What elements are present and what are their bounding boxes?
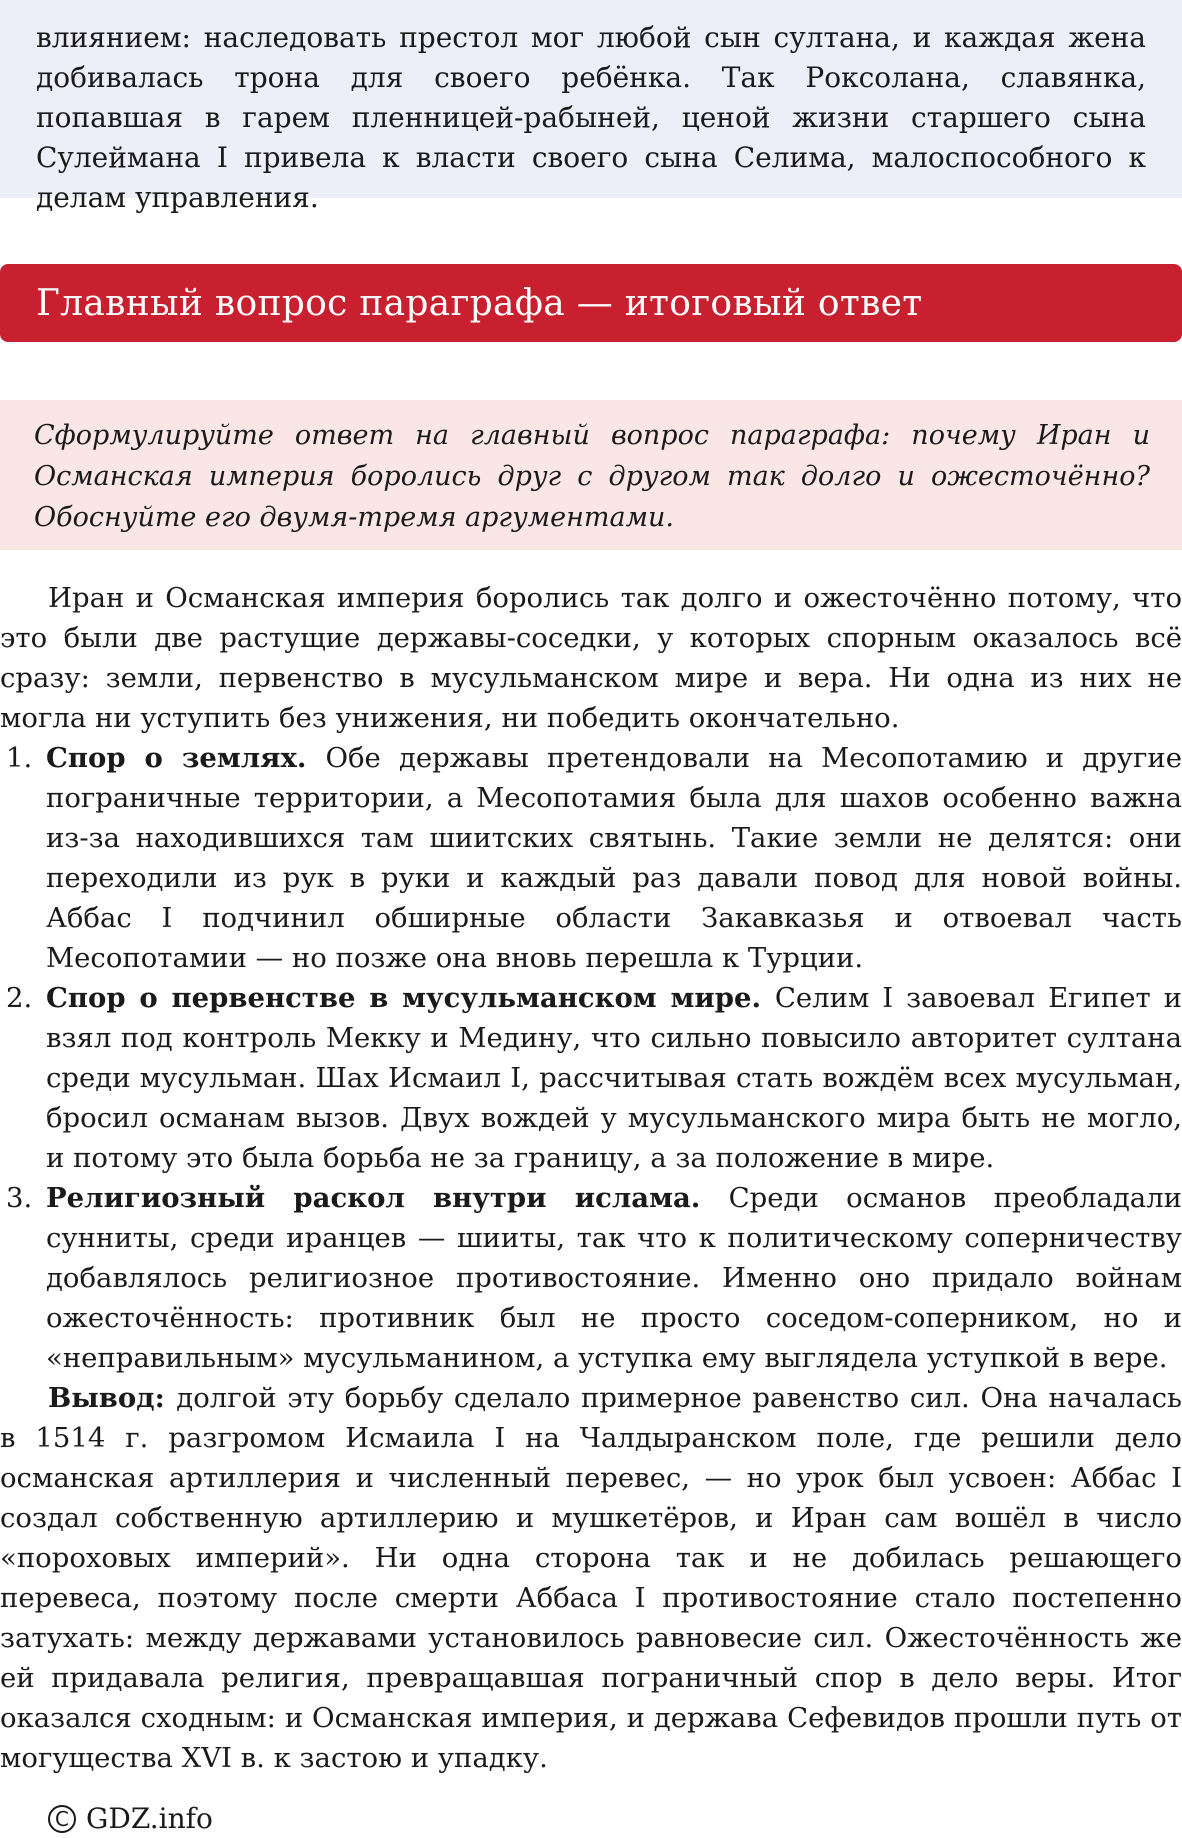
argument-text: Селим I завоевал Египет и взял под контроль Мекку и Медину, что сильно повысило авторитет султана среди мусульман. Шах Исмаил I, рассчитывая стать вождём всех мусульман, бросил османам вызов. Двух вождей у мусульманского мира быть не могло, и потому это была борьба не за границу, а за положение в мире. [46,982,1182,1174]
argument-text: Среди османов преобладали сунниты, среди иранцев — шииты, так что к политическому соперничеству добавлялось религиозное противостояние. Именно оно придало войнам ожесточённость: противник был не просто соседом-соперником, но и «неправильным» мусульманином, а уступка ему выглядела уступкой в вере. [46,1182,1182,1374]
argument-title: Спор о первенстве в мусульманском мире. [46,982,775,1014]
section-header [0,264,1182,342]
answer-intro: Иран и Османская империя боролись так долго и ожесточённо потому, что это были две растущие державы-соседки, у которых спорным оказалось всё сразу: земли, первенство в мусульманском мире и вера. Ни одна из них не могла ни уступить без унижения, ни победить окончательно. [0,582,1182,734]
argument-item-2 [0,978,1182,1178]
copyright-icon: C [48,1805,76,1833]
argument-text: Обе державы претендовали на Месопотамию и другие пограничные территории, а Месопотамия была для шахов особенно важна из-за находившихся там шиитских святынь. Такие земли не делятся: они переходили из рук в руки и каждый раз давали повод для новой войны. Аббас I подчинил обширные области Закавказья и отвоевал часть Месопотамии — но позже она вновь перешла к Турции. [46,742,1182,974]
argument-item-3 [0,1178,1182,1378]
argument-title: Спор о землях. [46,742,326,774]
conclusion-label: Вывод: [48,1382,177,1414]
footer-site: GDZ.info [86,1802,213,1835]
task-text: Сформулируйте ответ на главный вопрос параграфа: почему Иран и Османская империя боролись друг с другом так долго и ожесточённо? Обоснуйте его двумя-тремя аргументами. [34,420,1150,533]
intro-text: влиянием: наследовать престол мог любой сын султана, и каждая жена добивалась трона для своего ребёнка. Так Роксолана, славянка, попавшая в гарем пленницей-рабыней, ценой жизни старшего сына Сулеймана I привела к власти своего сына Селима, малоспособного к делам управления. [36,21,1146,214]
argument-title: Религиозный раскол внутри ислама. [46,1182,729,1214]
conclusion [0,1378,1182,1778]
intro-box [0,0,1182,214]
task-box [0,400,1182,550]
argument-number: 2. [6,982,33,1014]
argument-item-1 [0,738,1182,978]
section-title: Главный вопрос параграфа — итоговый ответ [36,282,923,324]
conclusion-text: долгой эту борьбу сделало примерное равенство сил. Она началась в 1514 г. разгромом Исмаила I на Чалдыранском поле, где решили дело османская артиллерия и численный перевес, — но урок был усвоен: Аббас I создал собственную артиллерию и мушкетёров, и Иран сам вошёл в число «пороховых империй». Ни одна сторона так и не добилась решающего перевеса, поэтому после смерти Аббаса I противостояние стало постепенно затухать: между державами установилось равновесие сил. Ожесточённость же ей придавала религия, превращавшая пограничный спор в дело веры. Итог оказался сходным: и Османская империя, и держава Сефевидов прошли путь от могущества XVI в. к застою и упадку. [0,1382,1182,1774]
footer [48,1800,213,1838]
answer-body [0,578,1182,1778]
argument-number: 3. [6,1182,33,1214]
argument-number: 1. [6,742,33,774]
